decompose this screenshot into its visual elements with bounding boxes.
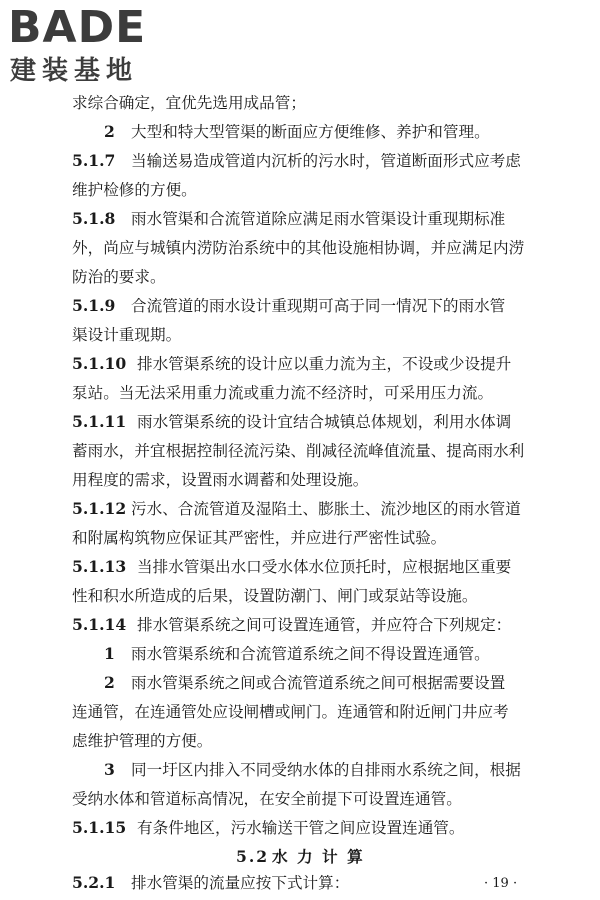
text-line: 泵站。当无法采用重力流或重力流不经济时，可采用压力流。 [72,384,494,402]
clause-number: 5.2.1 [72,873,116,892]
logo-subtitle: 建装基地 [10,56,139,86]
clause-number: 5.1.10 [72,354,127,373]
text-line: 防治的要求。 [72,268,166,286]
text-line: 当输送易造成管道内沉析的污水时，管道断面形式应考虑 [131,152,521,170]
text-line: 求综合确定，宜优先选用成品管； [72,94,306,112]
item-number: 2 [104,673,115,692]
clause-number: 5.1.9 [72,296,116,315]
text-line: 渠设计重现期。 [72,326,182,344]
item-number: 1 [104,644,115,663]
page-number: · 19 · [484,876,518,891]
text-line: 性和积水所造成的后果，设置防潮门、闸门或泵站等设施。 [72,587,478,605]
text-line: 雨水管渠和合流管道除应满足雨水管渠设计重现期标准 [131,210,506,228]
text-line: 当排水管渠出水口受水体水位顶托时，应根据地区重要 [137,558,512,576]
text-line: 排水管渠的流量应按下式计算： [131,874,350,892]
clause-number: 5.1.15 [72,818,127,837]
text-line: 和附属构筑物应保证其严密性，并应进行严密性试验。 [72,529,447,547]
text-line: 雨水管渠系统之间或合流管道系统之间可根据需要设置 [131,674,506,692]
text-line: 外，尚应与城镇内涝防治系统中的其他设施相协调，并应满足内涝 [72,239,525,257]
clause-number: 5.1.7 [72,151,116,170]
clause-number: 5.1.8 [72,209,116,228]
text-line: 虑维护管理的方便。 [72,732,213,750]
text-line: 维护检修的方便。 [72,181,197,199]
text-line: 蓄雨水，并宜根据控制径流污染、削减径流峰值流量、提高雨水利 [72,442,525,460]
item-number: 3 [104,760,115,779]
text-line: 污水、合流管道及湿陷土、膨胀土、流沙地区的雨水管道 [131,500,521,518]
clause-number: 5.1.13 [72,557,127,576]
text-line: 用程度的需求，设置雨水调蓄和处理设施。 [72,471,369,489]
text-line: 合流管道的雨水设计重现期可高于同一情况下的雨水管 [131,297,506,315]
text-line: 排水管渠系统之间可设置连通管，并应符合下列规定： [137,616,512,634]
text-line: 连通管，在连通管处应设闸槽或闸门。连通管和附近闸门井应考 [72,703,509,721]
section-title: 水 力 计 算 [272,847,365,866]
item-number: 2 [104,122,115,141]
bade-logo [8,4,178,86]
text-line: 受纳水体和管道标高情况，在安全前提下可设置连通管。 [72,790,462,808]
clause-number: 5.1.14 [72,615,127,634]
text-line: 雨水管渠系统和合流管道系统之间不得设置连通管。 [131,645,490,663]
text-line: 排水管渠系统的设计应以重力流为主，不设或少设提升 [137,355,512,373]
text-line: 雨水管渠系统的设计宜结合城镇总体规划，利用水体调 [137,413,512,431]
text-line: 大型和特大型管渠的断面应方便维修、养护和管理。 [131,123,490,141]
clause-number: 5.1.11 [72,412,127,431]
section-number: 5.2 [236,847,270,866]
text-line: 同一圩区内排入不同受纳水体的自排雨水系统之间，根据 [131,761,521,779]
text-line: 有条件地区，污水输送干管之间应设置连通管。 [137,819,465,837]
logo-brand: BADE [8,2,147,53]
clause-number: 5.1.12 [72,499,127,518]
